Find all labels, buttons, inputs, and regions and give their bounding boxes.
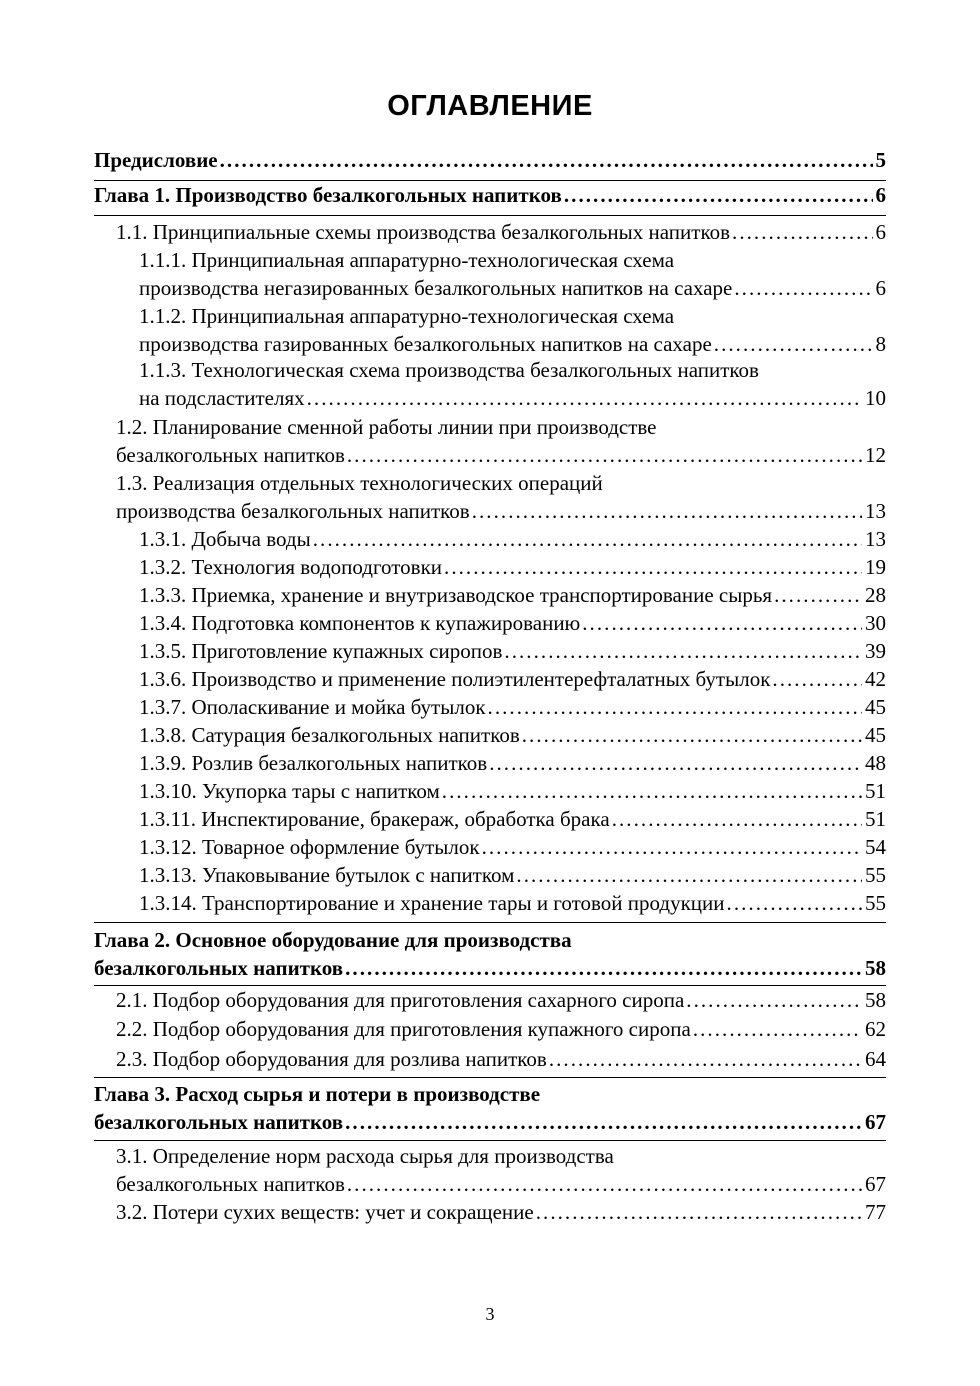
toc-entry-title: 1.3.12. Товарное оформление бутылок — [139, 835, 480, 859]
toc-page-number: 58 — [865, 956, 886, 980]
toc-entry-1-3-2[interactable] — [139, 553, 886, 581]
toc-leader-dots — [582, 609, 862, 637]
toc-entry-title: безалкогольных напитков — [94, 956, 344, 980]
toc-page-number: 6 — [875, 220, 886, 244]
toc-entry-title: 2.3. Подбор оборудования для розлива напитков — [116, 1047, 547, 1071]
toc-entry-title-line: Глава 3. Расход сырья и потери в производстве — [94, 1082, 541, 1106]
toc-entry-1-2[interactable] — [116, 413, 886, 469]
toc-entry-title: Предисловие — [94, 148, 218, 172]
toc-entry-1-3-12[interactable] — [139, 833, 886, 861]
toc-entry-title: безалкогольных напитков — [116, 443, 345, 467]
toc-entry-title: 1.3.11. Инспектирование, бракераж, обработка брака — [139, 807, 610, 831]
toc-divider — [94, 1077, 886, 1078]
toc-leader-dots — [488, 693, 862, 721]
toc-entry-title-line: Глава 2. Основное оборудование для производства — [94, 928, 572, 952]
toc-entry-title: 1.3.1. Добыча воды — [139, 527, 311, 551]
toc-page-number: 55 — [865, 891, 886, 915]
toc-leader-dots — [516, 861, 862, 889]
toc-divider — [94, 180, 886, 181]
toc-entry-title-line: 1.1.3. Технологическая схема производства безалкогольных напитков — [139, 358, 759, 382]
toc-leader-dots — [444, 553, 862, 581]
toc-leader-dots — [504, 637, 862, 665]
toc-page-number: 5 — [875, 148, 886, 172]
toc-entry-2-3[interactable] — [116, 1045, 886, 1073]
toc-leader-dots — [772, 665, 862, 693]
toc-page-number: 6 — [875, 276, 886, 300]
toc-entry-title: 2.2. Подбор оборудования для приготовления купажного сиропа — [116, 1017, 691, 1041]
toc-page-number: 77 — [865, 1200, 886, 1224]
toc-leader-dots — [727, 889, 862, 917]
toc-leader-dots — [693, 1015, 862, 1043]
toc-page-number: 30 — [865, 611, 886, 635]
toc-page-number: 51 — [865, 807, 886, 831]
toc-entry-title: 1.3.8. Сатурация безалкогольных напитков — [139, 723, 520, 747]
toc-leader-dots — [549, 1045, 862, 1073]
toc-page-number: 48 — [865, 751, 886, 775]
toc-divider — [94, 1140, 886, 1141]
toc-leader-dots — [442, 777, 862, 805]
toc-page-number: 39 — [865, 639, 886, 663]
toc-leader-dots — [313, 525, 862, 553]
toc-entry-title: 1.3.4. Подготовка компонентов к купажированию — [139, 611, 581, 635]
toc-entry-1-1[interactable] — [116, 218, 886, 246]
toc-entry-title-line: 3.1. Определение норм расхода сырья для производства — [116, 1144, 614, 1168]
toc-entry-title: 1.3.14. Транспортирование и хранение тары и готовой продукции — [139, 891, 725, 915]
toc-page-number: 67 — [865, 1110, 886, 1134]
toc-leader-dots — [714, 330, 873, 358]
toc-leader-dots — [612, 805, 862, 833]
toc-leader-dots — [472, 497, 862, 525]
toc-entry-1-3-3[interactable] — [139, 581, 886, 609]
toc-leader-dots — [774, 581, 862, 609]
toc-divider — [94, 215, 886, 216]
toc-page-number: 42 — [865, 667, 886, 691]
toc-leader-dots — [345, 954, 862, 982]
toc-entry-chapter-3[interactable] — [94, 1080, 886, 1136]
toc-page-number: 13 — [865, 527, 886, 551]
toc-page-number: 54 — [865, 835, 886, 859]
toc-entry-1-3[interactable] — [116, 469, 886, 525]
toc-entry-title: 2.1. Подбор оборудования для приготовления сахарного сиропа — [116, 988, 685, 1012]
toc-page-number: 58 — [865, 988, 886, 1012]
toc-entry-title-line: 1.1.1. Принципиальная аппаратурно-технологическая схема — [139, 248, 675, 272]
toc-page-number: 19 — [865, 555, 886, 579]
toc-entry-title: 1.1. Принципиальные схемы производства безалкогольных напитков — [116, 220, 731, 244]
toc-entry-title: производства газированных безалкогольных напитков на сахаре — [139, 332, 712, 356]
toc-entry-1-1-1[interactable] — [139, 246, 886, 302]
toc-entry-title: безалкогольных напитков — [94, 1110, 344, 1134]
toc-page-number: 6 — [875, 183, 886, 207]
toc-entry-1-3-5[interactable] — [139, 637, 886, 665]
toc-page-number: 64 — [865, 1047, 886, 1071]
toc-entry-preface[interactable] — [94, 146, 886, 174]
toc-entry-title: 1.3.9. Розлив безалкогольных напитков — [139, 751, 488, 775]
toc-entry-title-line: 1.1.2. Принципиальная аппаратурно-технологическая схема — [139, 304, 675, 328]
toc-entry-title: на подсластителях — [139, 386, 305, 410]
page-number: 3 — [485, 1304, 495, 1324]
toc-leader-dots — [732, 218, 872, 246]
toc-leader-dots — [536, 1198, 862, 1226]
toc-divider — [94, 922, 886, 923]
toc-leader-dots — [345, 1108, 862, 1136]
toc-leader-dots — [347, 441, 862, 469]
toc-page-number: 28 — [865, 583, 886, 607]
toc-entry-chapter-2[interactable] — [94, 926, 886, 982]
toc-entry-title: производства безалкогольных напитков — [116, 499, 470, 523]
toc-entry-1-3-14[interactable] — [139, 889, 886, 917]
toc-page-number: 45 — [865, 723, 886, 747]
toc-entry-title: 1.3.5. Приготовление купажных сиропов — [139, 639, 503, 663]
toc-entry-1-1-2[interactable] — [139, 302, 886, 358]
page-title: ОГЛАВЛЕНИЕ — [387, 90, 593, 122]
toc-leader-dots — [489, 749, 862, 777]
toc-entry-3-1[interactable] — [116, 1142, 886, 1198]
toc-entry-1-3-4[interactable] — [139, 609, 886, 637]
toc-page-number: 12 — [865, 443, 886, 467]
toc-divider — [94, 985, 886, 986]
toc-entry-1-3-13[interactable] — [139, 861, 886, 889]
toc-entry-1-3-8[interactable] — [139, 721, 886, 749]
toc-entry-1-1-3[interactable] — [139, 356, 886, 412]
toc-page-number: 67 — [865, 1172, 886, 1196]
toc-entry-1-3-7[interactable] — [139, 693, 886, 721]
toc-leader-dots — [482, 833, 862, 861]
toc-page-number: 55 — [865, 863, 886, 887]
toc-entry-title: 1.3.13. Упаковывание бутылок с напитком — [139, 863, 515, 887]
toc-entry-title: 3.2. Потери сухих веществ: учет и сокращение — [116, 1200, 534, 1224]
toc-entry-title: безалкогольных напитков — [116, 1172, 345, 1196]
toc-entry-1-3-10[interactable] — [139, 777, 886, 805]
toc-entry-chapter-1[interactable] — [94, 181, 886, 209]
toc-leader-dots — [220, 146, 873, 174]
toc-entry-title: 1.3.6. Производство и применение полиэтилентерефталатных бутылок — [139, 667, 771, 691]
toc-leader-dots — [522, 721, 862, 749]
toc-entry-title: Глава 1. Производство безалкогольных напитков — [94, 183, 562, 207]
toc-page-number: 62 — [865, 1017, 886, 1041]
toc-page-number: 8 — [875, 332, 886, 356]
toc-leader-dots — [564, 181, 873, 209]
toc-entry-title-line: 1.2. Планирование сменной работы линии при производстве — [116, 415, 657, 439]
toc-entry-title: 1.3.2. Технология водоподготовки — [139, 555, 443, 579]
toc-leader-dots — [347, 1170, 862, 1198]
toc-leader-dots — [734, 274, 872, 302]
toc-page-number: 45 — [865, 695, 886, 719]
toc-page-number: 13 — [865, 499, 886, 523]
toc-entry-3-2[interactable] — [116, 1198, 886, 1226]
toc-entry-title-line: 1.3. Реализация отдельных технологических операций — [116, 471, 603, 495]
toc-entry-1-3-9[interactable] — [139, 749, 886, 777]
toc-leader-dots — [686, 986, 862, 1014]
toc-entry-title: 1.3.7. Ополаскивание и мойка бутылок — [139, 695, 486, 719]
toc-page-number: 10 — [865, 386, 886, 410]
toc-entry-title: производства негазированных безалкогольных напитков на сахаре — [139, 276, 733, 300]
toc-entry-1-3-11[interactable] — [139, 805, 886, 833]
toc-entry-2-1[interactable] — [116, 986, 886, 1014]
toc-entry-title: 1.3.3. Приемка, хранение и внутризаводское транспортирование сырья — [139, 583, 773, 607]
toc-entry-2-2[interactable] — [116, 1015, 886, 1043]
toc-entry-title: 1.3.10. Укупорка тары с напитком — [139, 779, 440, 803]
toc-entry-1-3-1[interactable] — [139, 525, 886, 553]
toc-page-number: 51 — [865, 779, 886, 803]
toc-leader-dots — [307, 384, 862, 412]
toc-entry-1-3-6[interactable] — [139, 665, 886, 693]
